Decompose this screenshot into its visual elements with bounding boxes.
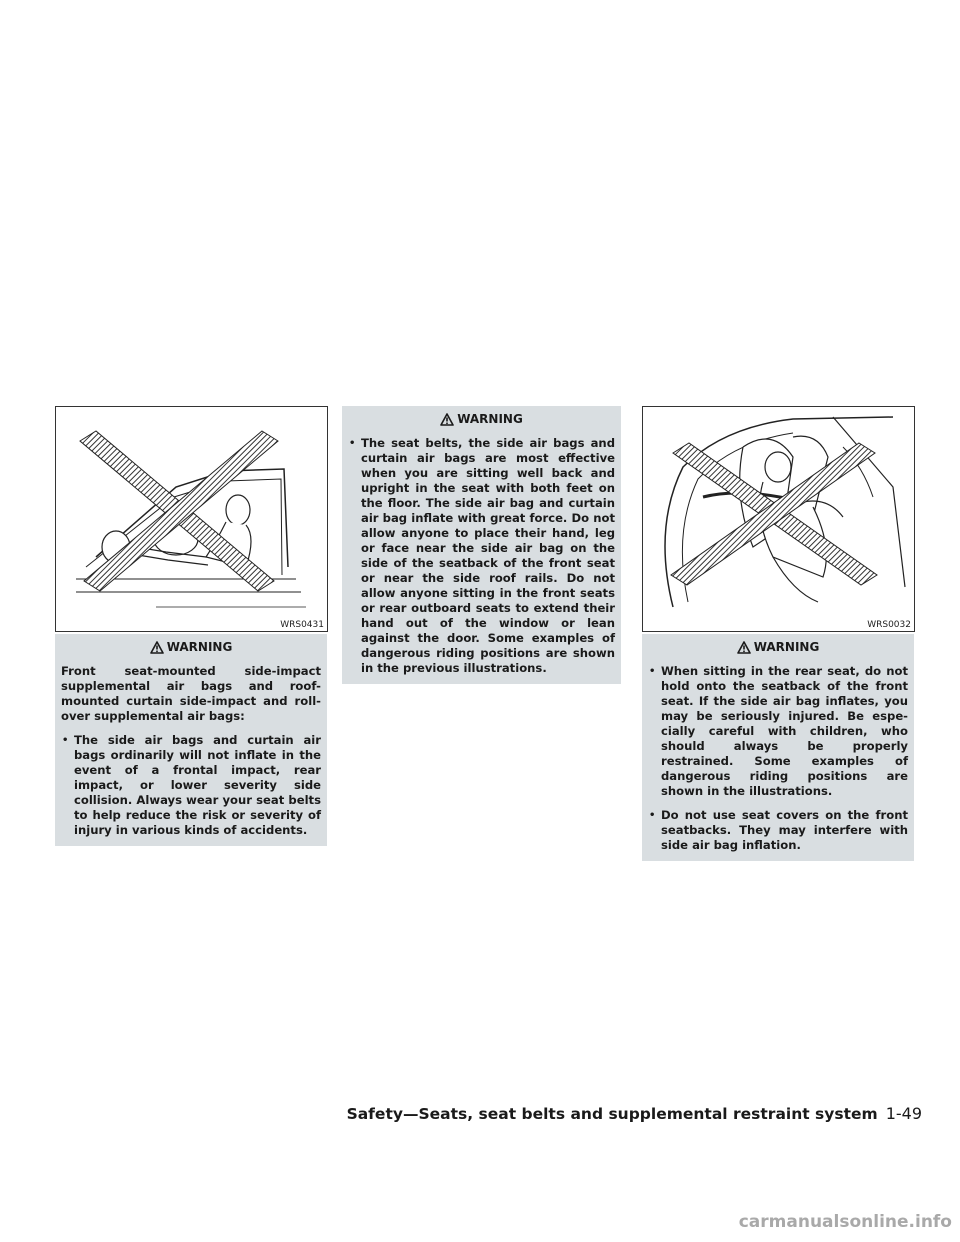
warning-bullet: • The seat belts, the side air bags and curtain air bags are most effective when you are sitting well back and upright in the seat with both feet on the floor. The side air bag and curtain air bag inflate with great force. Do not allow anyone to place their hand, leg or face near the side air bag on the side of the seatback of the front seat or near the side roof rails. Do not allow anyone sitting in the front seats or rear outboard seats to extend their hand out of the window or lean against the door. Some examples of dangerous riding positions are shown in the previous illustrations. (348, 436, 615, 676)
figure-rear-passenger-leaning (642, 406, 915, 632)
warning-heading-label: WARNING (166, 640, 233, 654)
figure-driver-leaning-out (55, 406, 328, 632)
section-title: Safety—Seats, seat belts and supplemental restraint system (346, 1105, 878, 1123)
watermark: carmanualsonline.info (738, 1212, 952, 1232)
warning-heading (61, 640, 321, 654)
warning-triangle-icon (150, 641, 164, 654)
warning-heading (348, 412, 615, 426)
warning-box-right (642, 634, 914, 861)
warning-intro: Front seat-mounted side-impact supplemental air bags and roof-mounted curtain side-impact and roll-over supplemental air bags: (61, 664, 321, 723)
warning-box-middle (342, 406, 621, 684)
warning-triangle-icon (737, 641, 751, 654)
figure-code: WRS0032 (867, 620, 911, 630)
warning-heading (648, 640, 908, 654)
warning-bullet: • When sitting in the rear seat, do not hold onto the seatback of the front seat. If the side air bag inflates, you may be seriously injured. Be espe-cially careful with children, who should always be properly restrained. Some examples of dangerous riding positions are shown in the illustrations. (648, 664, 908, 799)
warning-triangle-icon (440, 413, 454, 426)
warning-box-left (55, 634, 327, 846)
warning-heading-label: WARNING (457, 412, 523, 426)
illustration-rear-passenger-holding-seatback (643, 407, 914, 631)
warning-bullet: • The side air bags and curtain air bags ordinarily will not inflate in the event of a frontal impact, rear impact, or lower severity side collision. Always wear your seat belts to help reduce the risk or severity of injury in various kinds of accidents. (61, 733, 321, 838)
figure-code: WRS0431 (280, 620, 324, 630)
page-footer (347, 1104, 922, 1123)
warning-heading-label: WARNING (753, 640, 820, 654)
warning-bullet: • Do not use seat covers on the front seatbacks. They may interfere with side air bag inflation. (648, 808, 908, 853)
page-number: 1-49 (885, 1104, 922, 1123)
illustration-driver-arm-out-window (56, 407, 327, 631)
